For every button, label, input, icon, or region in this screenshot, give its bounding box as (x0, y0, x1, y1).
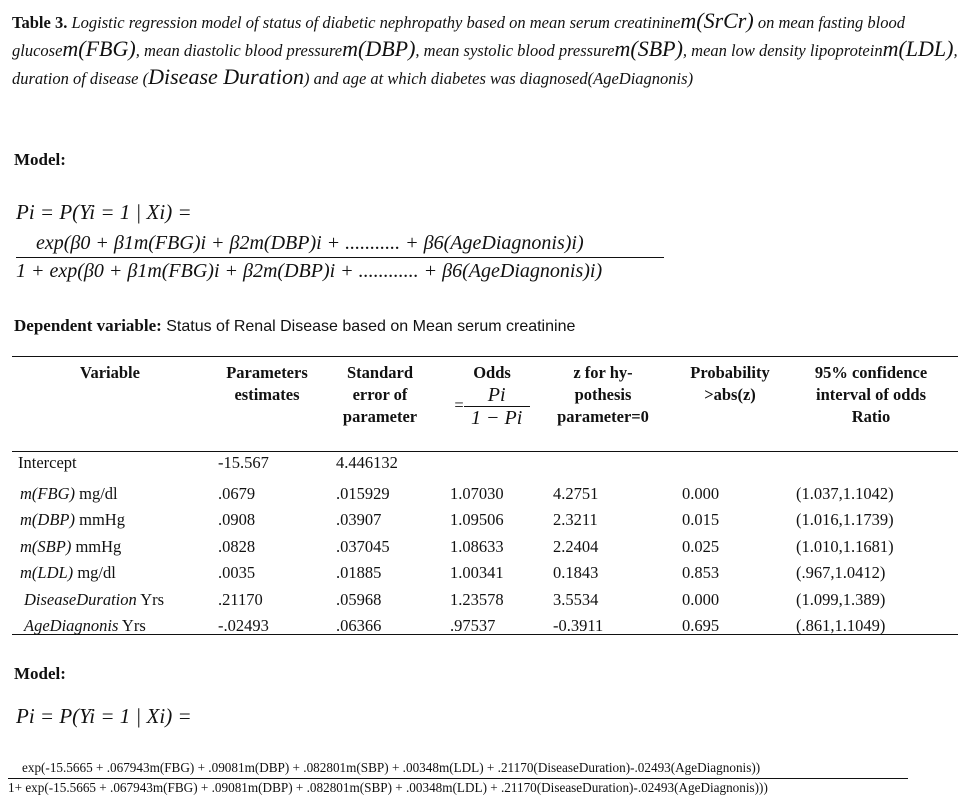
table-cell-z: 2.2404 (553, 536, 599, 556)
table-cell-z: 2.3211 (553, 510, 598, 529)
caption-text-7: ) and age at which diabetes was diagnosed( (303, 69, 594, 88)
model-1-numerator: exp(β0 + β1m(FBG)i + β2m(DBP)i + ........... + β6(AgeDiagnonis)i) (36, 232, 584, 254)
table-cell-stderr: .015929 (336, 483, 390, 503)
table-cell-estimate: .21170 (218, 589, 263, 609)
table-cell-stderr: .037045 (336, 536, 390, 556)
table-cell-estimate: -15.567 (218, 453, 269, 472)
model-2-numerator: exp(-15.5665 + .067943m(FBG) + .09081m(DBP) + .082801m(SBP) + .00348m(LDL) + .21170(DiseaseDuration)-.02493(AgeDiagnonis)) (22, 760, 761, 775)
variable-name: m(LDL) (20, 563, 74, 582)
table-cell-z: 4.2751 (553, 483, 599, 503)
header-variable: Variable (80, 363, 140, 382)
table-cell-odds: 1.08633 (450, 536, 504, 556)
table-row-variable (20, 484, 118, 504)
table-cell-stderr: .06366 (336, 616, 382, 635)
caption-m-sbp: m(SBP) (614, 36, 683, 61)
model-2-lhs: Pi = P(Yi = 1 | Xi) = (16, 704, 192, 728)
table-row-variable (18, 453, 77, 473)
dependent-variable (14, 316, 575, 336)
header-stderr: Standard error of parameter (342, 363, 418, 426)
variable-unit: Yrs (136, 589, 165, 609)
caption-disease-duration: Disease Duration (148, 64, 304, 89)
variable-name: m(DBP) (20, 510, 75, 529)
caption-m-dbp: m(DBP) (342, 36, 416, 61)
variable-unit: mg/dl (73, 563, 116, 582)
table-cell-ci: (1.037,1.1042) (796, 483, 894, 503)
caption-text-1: Logistic regression model of status of diabetic nephropathy based on mean serum creatinine (67, 13, 681, 32)
caption-text-3: , mean diastolic blood pressure (135, 41, 343, 60)
odds-formula (464, 384, 530, 429)
model-1-fraction (16, 232, 664, 283)
table-cell-stderr: .03907 (336, 510, 382, 529)
caption-text-5: , mean low density lipoprotein (682, 41, 883, 60)
caption-m-ldl: m(LDL) (882, 36, 954, 61)
variable-unit: mg/dl (74, 483, 118, 503)
table-cell-stderr: .01885 (336, 563, 382, 582)
header-odds: Odds = $\frac{Pi}{1 - Pi}$ (444, 362, 540, 429)
table-top-rule (12, 356, 958, 357)
table-cell-prob: 0.000 (682, 589, 720, 609)
model-heading-1: Model: (14, 150, 66, 169)
header-prob: Probability >abs(z) (690, 363, 770, 404)
header-odds-label: Odds (473, 363, 511, 382)
table-cell-stderr: 4.446132 (336, 453, 398, 472)
caption-text-8: ) (687, 69, 694, 88)
table-caption (12, 8, 967, 92)
caption-m-srcr: m(SrCr) (680, 8, 754, 33)
header-ci: 95% confidence interval of odds Ratio (814, 363, 928, 426)
model-2-denominator: 1+ exp(-15.5665 + .067943m(FBG) + .09081m(DBP) + .082801m(SBP) + .00348m(LDL) + .21170(DiseaseDuration)-.02493(AgeDiagnonis))) (8, 780, 768, 795)
fraction-bar (8, 778, 908, 779)
table-cell-odds: 1.00341 (450, 563, 504, 582)
variable-name: m(FBG) (20, 483, 75, 503)
caption-m-fbg: m(FBG) (62, 36, 136, 61)
variable-name: AgeDiagnonis (24, 616, 119, 635)
caption-text-4: , mean systolic blood pressure (415, 41, 615, 60)
caption-age-diag: AgeDiagnonis (593, 69, 688, 88)
table-cell-prob: 0.025 (682, 536, 720, 556)
model-1-denominator: 1 + exp(β0 + β1m(FBG)i + β2m(DBP)i + ............ + β6(AgeDiagnonis)i) (16, 260, 603, 282)
table-row-variable (20, 537, 121, 557)
table-cell-estimate: .0908 (218, 510, 256, 529)
table-row-variable (20, 510, 125, 530)
variable-unit: Yrs (118, 616, 146, 635)
table-header-rule (12, 451, 958, 452)
table-row-variable (24, 616, 146, 636)
variable-unit: mmHg (71, 536, 122, 556)
table-cell-ci: (.861,1.1049) (796, 616, 886, 635)
table-cell-ci: (1.016,1.1739) (796, 510, 894, 529)
table-cell-odds: .97537 (450, 616, 496, 635)
table-cell-odds: 1.23578 (450, 589, 504, 609)
table-cell-estimate: -.02493 (218, 616, 269, 635)
table-cell-prob: 0.853 (682, 563, 720, 582)
model-1-lhs: Pi = P(Yi = 1 | Xi) = (16, 200, 192, 224)
table-cell-estimate: .0828 (218, 536, 256, 556)
caption-text-2: on mean fasting blood glucose (12, 13, 905, 60)
table-cell-odds: 1.09506 (450, 510, 504, 529)
table-cell-prob: 0.015 (682, 510, 720, 529)
table-cell-ci: (1.010,1.1681) (796, 536, 894, 556)
caption-text-6: , duration of disease ( (12, 41, 958, 88)
header-estimates: Parameters estimates (226, 363, 308, 404)
variable-name: m(SBP) (20, 536, 72, 556)
table-cell-stderr: .05968 (336, 589, 382, 609)
table-cell-z: 3.5534 (553, 589, 599, 609)
table-row-variable (24, 590, 164, 610)
table-cell-ci: (.967,1.0412) (796, 563, 886, 582)
model-heading-2: Model: (14, 664, 66, 683)
dependent-variable-label: Dependent variable: (14, 316, 162, 335)
table-cell-estimate: .0679 (218, 483, 256, 503)
table-cell-z: -0.3911 (553, 616, 604, 635)
table-cell-prob: 0.695 (682, 616, 720, 635)
odds-denominator: 1 − Pi (471, 407, 523, 429)
variable-name: Intercept (18, 453, 77, 472)
variable-unit: mmHg (74, 510, 125, 529)
table-row-variable (20, 563, 116, 583)
model-2-fraction (8, 760, 908, 796)
table-cell-ci: (1.099,1.389) (796, 589, 886, 609)
table-cell-prob: 0.000 (682, 483, 720, 503)
variable-name: DiseaseDuration (24, 589, 137, 609)
dependent-variable-value: Status of Renal Disease based on Mean serum creatinine (161, 318, 576, 335)
table-label: Table 3. (12, 13, 68, 32)
fraction-bar (16, 257, 664, 258)
header-z: z for hy- pothesis parameter=0 (557, 363, 649, 426)
odds-numerator: Pi (487, 384, 506, 406)
table-cell-odds: 1.07030 (450, 483, 504, 503)
table-cell-z: 0.1843 (553, 563, 599, 582)
table-cell-estimate: .0035 (218, 563, 256, 582)
